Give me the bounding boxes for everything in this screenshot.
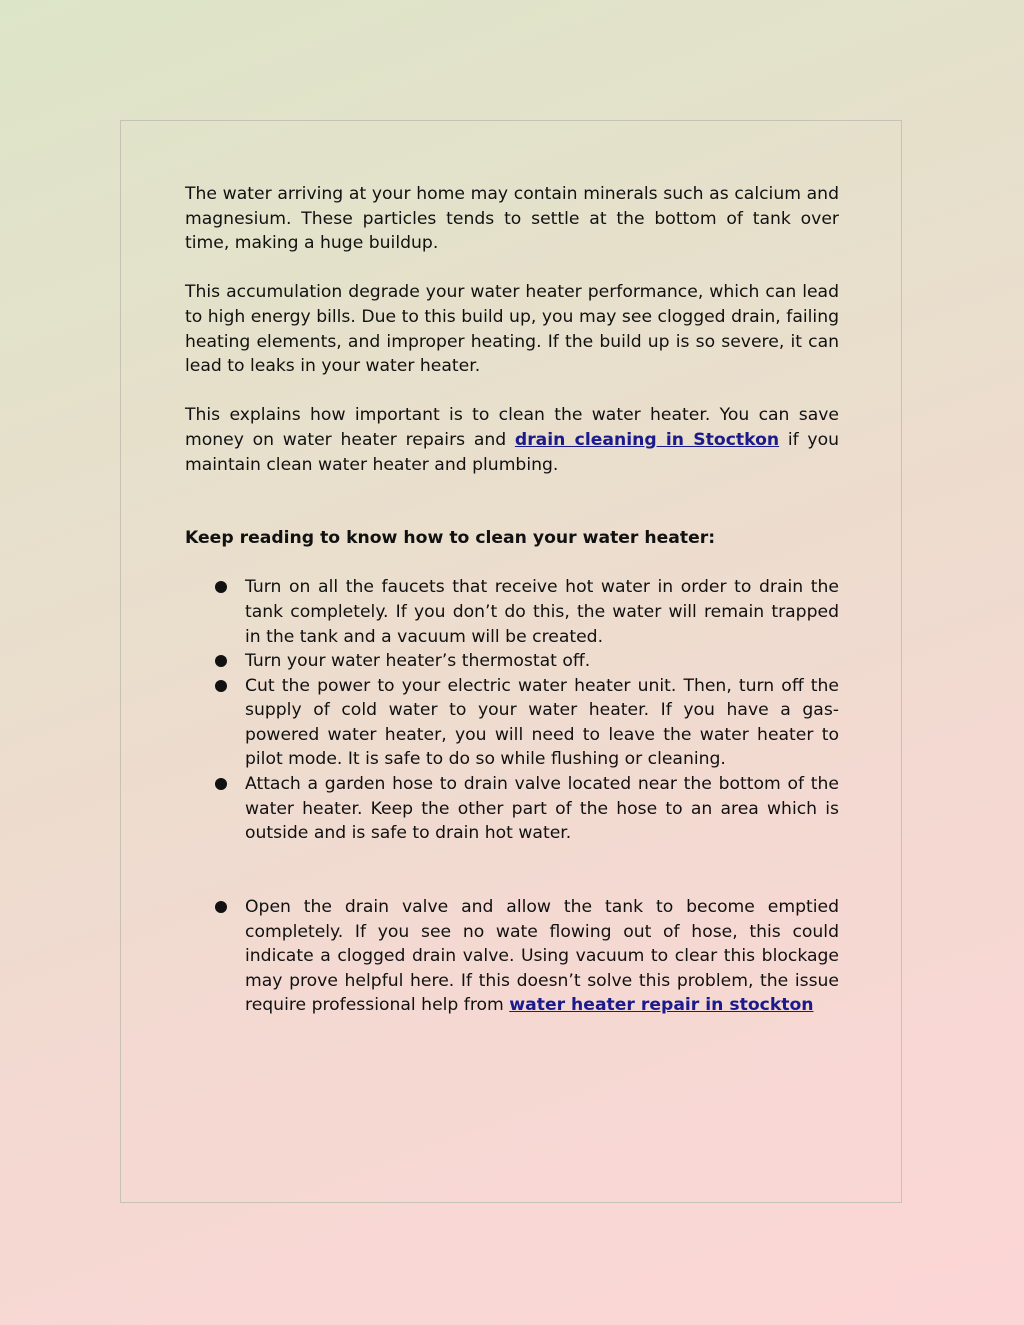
list-item-text: Attach a garden hose to drain valve located near the bottom of the water heater. Keep the other part of the hose to an area which is outside and is safe to drain hot water. [245, 774, 839, 844]
paragraph-importance-text: This explains how important is to clean the water heater. You can save money on water heater repairs and [185, 405, 839, 450]
drain-cleaning-link[interactable]: drain cleaning in Stoctkon [514, 429, 780, 450]
bullet-icon [215, 901, 227, 913]
paragraph-importance [185, 403, 839, 477]
steps-heading: Keep reading to know how to clean your water heater: [185, 528, 716, 549]
paragraph-importance-tail: if you maintain clean water heater and plumbing. [185, 429, 839, 475]
bullet-icon [215, 680, 227, 692]
list-item [185, 649, 839, 674]
list-item-text: Open the drain valve and allow the tank to become emptied completely. If you see no wate flowing out of hose, this could indicate a clogged drain valve. Using vacuum to clear this blockage may prove helpful here. If this doesn’t solve this problem, the issue require professional help from [245, 897, 839, 1016]
list-item [185, 575, 839, 649]
bullet-icon [215, 581, 227, 593]
list-item [185, 772, 839, 846]
list-item-text: Turn on all the faucets that receive hot water in order to drain the tank completely. If you don’t do this, the water will remain trapped in the tank and a vacuum will be created. [245, 577, 839, 647]
list-item [185, 674, 839, 772]
paragraph-minerals: The water arriving at your home may contain minerals such as calcium and magnesium. These particles tends to settle at the bottom of tank over time, making a huge buildup. [185, 184, 839, 254]
document-body [185, 182, 839, 1018]
list-item [185, 895, 839, 1018]
list-item-text: Turn your water heater’s thermostat off. [245, 651, 591, 672]
paragraph-accumulation: This accumulation degrade your water heater performance, which can lead to high energy bills. Due to this build up, you may see clogged drain, failing heating elements, and improper heating. If the build up is so severe, it can lead to leaks in your water heater. [185, 282, 839, 377]
water-heater-repair-link[interactable]: water heater repair in stockton [509, 995, 814, 1016]
bullet-icon [215, 655, 227, 667]
steps-list [185, 575, 839, 1018]
bullet-icon [215, 778, 227, 790]
list-item-text: Cut the power to your electric water heater unit. Then, turn off the supply of cold water to your water heater. If you have a gas-powered water heater, you will need to leave the water heater to pilot mode. It is safe to do so while flushing or cleaning. [245, 675, 839, 770]
